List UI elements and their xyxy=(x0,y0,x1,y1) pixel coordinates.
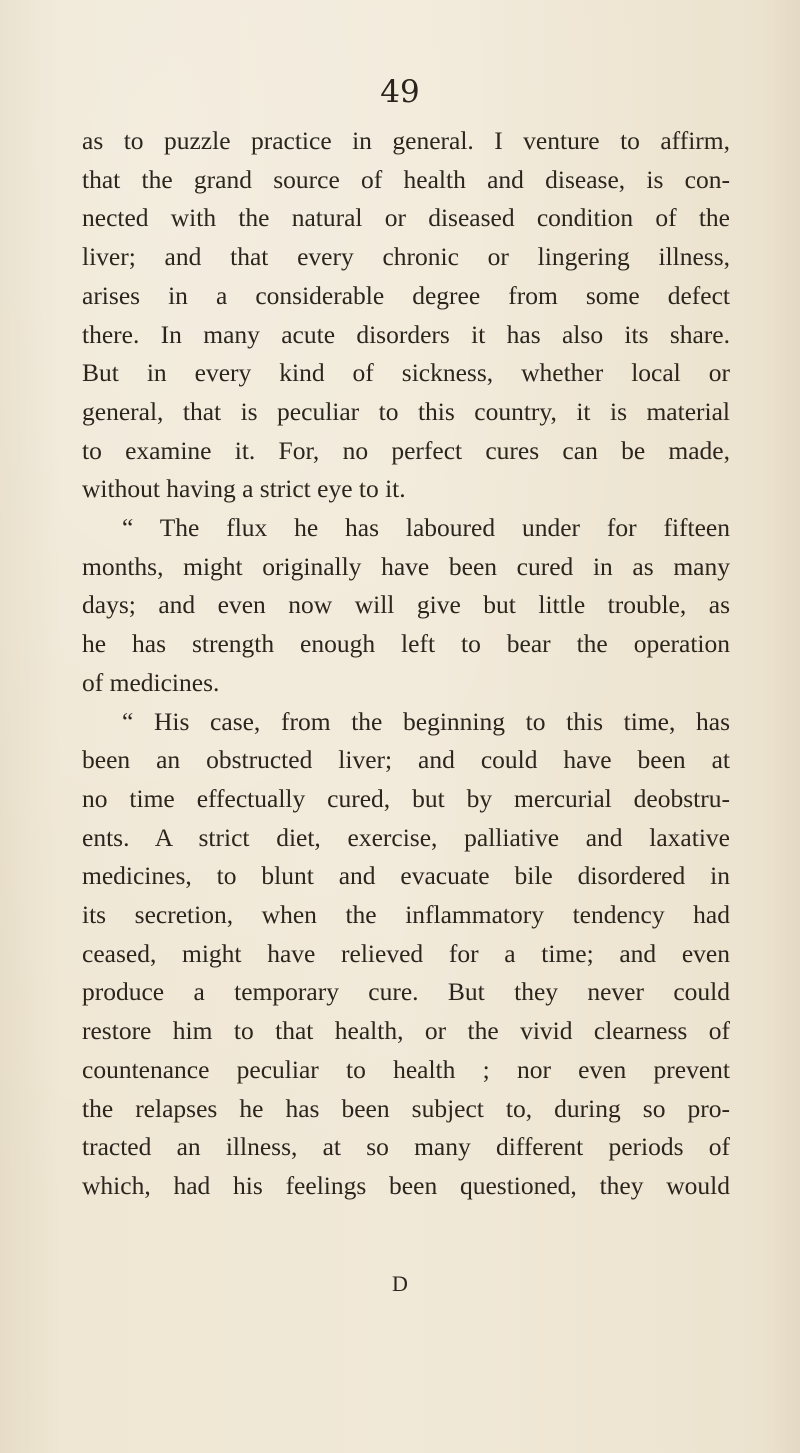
text-line: which, had his feelings been questioned, they would xyxy=(82,1170,730,1200)
text-line: nected with the natural or diseased condition of the xyxy=(82,203,730,233)
page-number: 49 xyxy=(380,74,420,110)
text-line: arises in a considerable degree from some defect xyxy=(82,280,730,310)
text-line: produce a temporary cure. But they never could xyxy=(82,977,730,1007)
text-line: general, that is peculiar to this country, it is material xyxy=(82,396,730,426)
text-line: medicines, to blunt and evacuate bile disordered in xyxy=(82,861,730,891)
text-line: liver; and that every chronic or lingering illness, xyxy=(82,242,730,272)
text-line: there. In many acute disorders it has also its share. xyxy=(82,319,730,349)
signature-mark: D xyxy=(392,1271,408,1296)
text-line: to examine it. For, no perfect cures can be made, xyxy=(82,435,730,465)
text-line: tracted an illness, at so many different periods of xyxy=(82,1132,730,1162)
paragraph-first-line: “ The flux he has laboured under for fifteen xyxy=(122,513,730,543)
paragraph-first-line: “ His case, from the beginning to this time, has xyxy=(122,706,730,736)
text-line: countenance peculiar to health ; nor even prevent xyxy=(82,1054,730,1084)
text-line: as to puzzle practice in general. I venture to affirm, xyxy=(82,126,730,155)
text-line: months, might originally have been cured in as many xyxy=(82,551,730,581)
text-line: the relapses he has been subject to, during so pro- xyxy=(82,1093,730,1123)
text-line: But in every kind of sickness, whether local or xyxy=(82,358,730,388)
text-line: been an obstructed liver; and could have been at xyxy=(82,745,730,775)
text-line: ceased, might have relieved for a time; and even xyxy=(82,938,730,968)
text-line: that the grand source of health and disease, is con- xyxy=(82,164,730,194)
text-line: without having a strict eye to it. xyxy=(82,474,406,504)
text-line: he has strength enough left to bear the operation xyxy=(82,629,730,659)
text-line: of medicines. xyxy=(82,667,220,697)
text-line: its secretion, when the inflammatory tendency had xyxy=(82,900,730,930)
text-line: restore him to that health, or the vivid clearness of xyxy=(82,1016,730,1046)
text-line: days; and even now will give but little trouble, as xyxy=(82,590,730,620)
text-line: ents. A strict diet, exercise, palliative and laxative xyxy=(82,822,730,852)
text-line: no time effectually cured, but by mercurial deobstru- xyxy=(82,783,730,813)
body-text xyxy=(82,122,730,1206)
